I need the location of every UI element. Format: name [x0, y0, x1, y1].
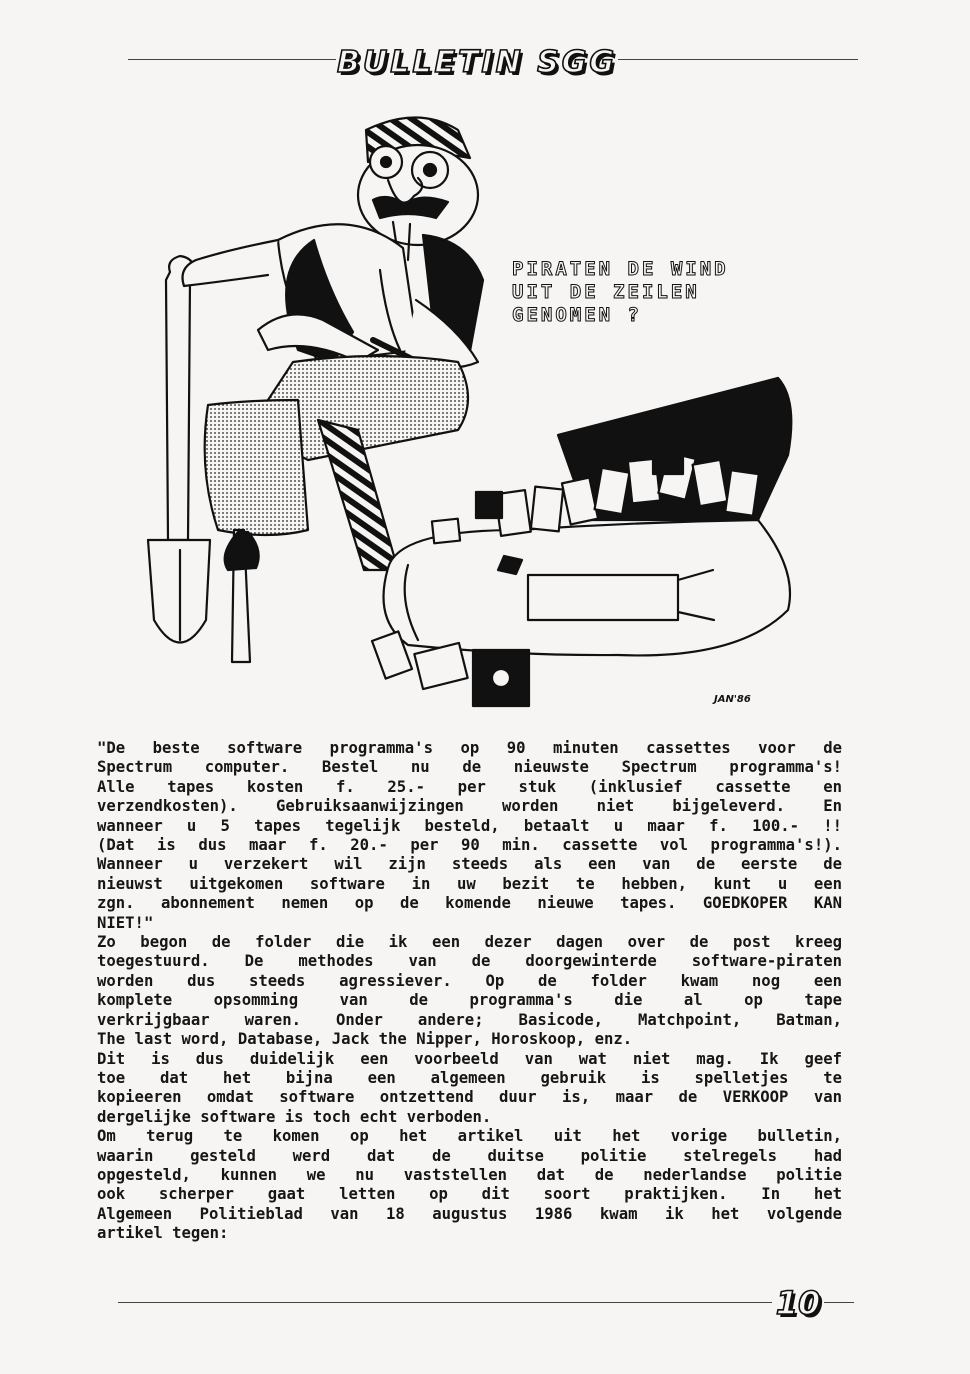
headline [512, 258, 872, 327]
article-line: toe dat het bijna een algemeen gebruik is spelletjes te [97, 1068, 842, 1087]
headline-line: UIT DE ZEILEN [512, 281, 700, 303]
article-line: komplete opsomming van de programma's die al op tape [97, 991, 842, 1010]
article-line: Algemeen Politieblad van 18 augustus 1986 kwam ik het volgende [97, 1204, 842, 1223]
page-number-box [772, 1284, 824, 1322]
article-line: artikel tegen: [97, 1224, 229, 1243]
article-line: Zo begon de folder die ik een dezer dagen over de post kreeg [97, 933, 842, 952]
article-line: ook scherper gaat letten op dit soort praktijken. In het [97, 1185, 842, 1204]
article-line: verkrijgbaar waren. Onder andere; Basicode, Matchpoint, Batman, [97, 1010, 842, 1029]
article-line: kopieeren omdat software ontzettend duur is, maar de VERKOOP van [97, 1088, 842, 1107]
article-line: Alle tapes kosten f. 25.- per stuk (inklusief cassette en [97, 777, 842, 796]
headline-line: GENOMEN ? [512, 304, 642, 326]
masthead [336, 44, 618, 80]
article-line: wanneer u 5 tapes tegelijk besteld, betaalt u maar f. 100.- !! [97, 816, 842, 835]
article-line: verzendkosten). Gebruiksaanwijzingen worden niet bijgeleverd. En [97, 797, 842, 816]
article-line: Spectrum computer. Bestel nu de nieuwste Spectrum programma's! [97, 758, 842, 777]
article-line: opgesteld, kunnen we nu vaststellen dat de nederlandse politie [97, 1165, 842, 1184]
article-line: dergelijke software is toch echt verboden. [97, 1107, 492, 1126]
article-body [97, 739, 842, 1244]
article-line: zgn. abonnement nemen op de komende nieuwe tapes. GOEDKOPER KAN [97, 894, 842, 913]
article-line: (Dat is dus maar f. 20.- per 90 min. cassette vol programma's!). [97, 836, 842, 855]
article-line: waarin gesteld werd dat de duitse politie stelregels had [97, 1146, 842, 1165]
headline-line: PIRATEN DE WIND [512, 258, 729, 280]
masthead-title: BULLETIN SGG [337, 44, 617, 80]
article-line: The last word, Database, Jack the Nipper, Horoskoop, enz. [97, 1030, 633, 1049]
article-line: NIET!" [97, 913, 154, 932]
artist-signature: JAN'86 [714, 694, 751, 705]
article-line: Om terug te komen op het artikel uit het vorige bulletin, [97, 1127, 842, 1146]
footer-rule [118, 1302, 854, 1303]
article-line: worden dus steeds agressiever. Op de folder kwam nog een [97, 971, 842, 990]
article-line: Wanneer u verzekert wil zijn steeds als een van de eerste de [97, 855, 842, 874]
page-number: 10 [775, 1284, 821, 1322]
article-line: "De beste software programma's op 90 minuten cassettes voor de [97, 739, 842, 757]
article-line: toegestuurd. De methodes van de doorgewinterde software-piraten [97, 952, 842, 971]
article-line: nieuwst uitgekomen software in uw bezit te hebben, kunt u een [97, 874, 842, 893]
pirate-illustration [118, 100, 858, 720]
article-line: Dit is dus duidelijk een voorbeeld van wat niet mag. Ik geef [97, 1049, 842, 1068]
